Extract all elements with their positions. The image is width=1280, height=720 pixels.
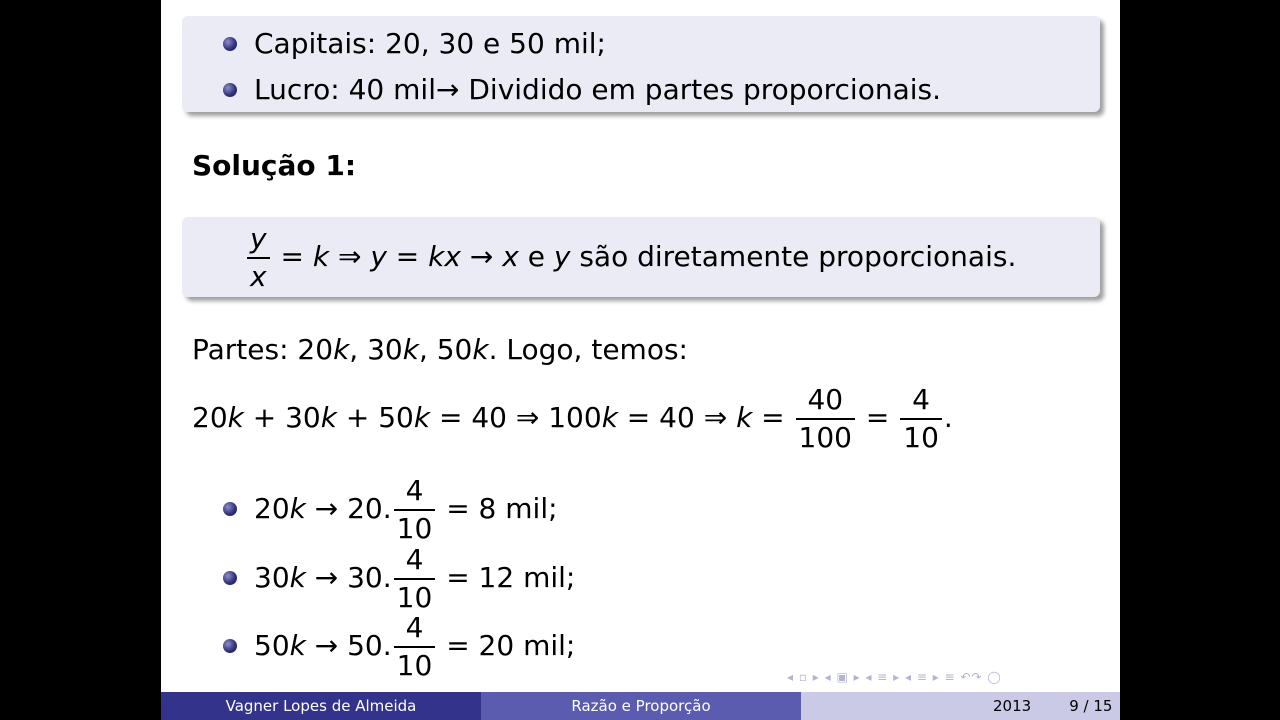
main-equation: 20k + 30k + 50k = 40 ⇒ 100k = 40 ⇒ k = $\frac{40}{100}$ = $\frac{4}{10}$ . <box>192 383 953 454</box>
footer-bar <box>161 692 1120 720</box>
result-item-20k: 20k → 20. $\frac{4}{10}$ = 8 mil; <box>254 474 558 545</box>
profit-label: Lucro: 40 mil <box>254 73 436 106</box>
parts-line: Partes: 20k, 30k, 50k. Logo, temos: <box>192 333 688 366</box>
fraction-40-over-100: $\frac{40}{100}$ <box>796 386 855 452</box>
profit-item <box>254 73 941 107</box>
bullet-icon <box>223 37 237 51</box>
proportionality-definition: $\frac{y}{x}$ = k ⇒ y = kx → x e y são diretamente proporcionais. <box>245 222 1016 292</box>
fraction: $\frac{4}{10}$ <box>394 546 436 612</box>
navigation-controls[interactable]: ◂ ▫ ▸ ◂ ▣ ▸ ◂ ≡ ▸ ◂ ≡ ▸ ≡ ↶↷ ◯ <box>787 670 1002 684</box>
y-over-x-fraction: $\frac{y}{x}$ <box>247 225 270 291</box>
bullet-icon <box>223 83 237 97</box>
arrow-symbol: → <box>435 73 460 106</box>
footer-title: Razão e Proporção <box>481 692 801 720</box>
footer-right <box>801 692 1120 720</box>
slide <box>161 0 1120 720</box>
fraction: $\frac{4}{10}$ <box>394 614 436 680</box>
fraction: $\frac{4}{10}$ <box>394 477 436 543</box>
bullet-icon <box>223 639 237 653</box>
footer-author: Vagner Lopes de Almeida <box>161 692 481 720</box>
footer-page-number: 9 / 15 <box>1069 697 1113 715</box>
bullet-icon <box>223 571 237 585</box>
result-item-30k: 30k → 30. $\frac{4}{10}$ = 12 mil; <box>254 543 576 614</box>
footer-date: 2013 <box>993 697 1032 715</box>
bullet-icon <box>223 502 237 516</box>
profit-description: Dividido em partes proporcionais. <box>459 73 942 106</box>
fraction-4-over-10: $\frac{4}{10}$ <box>900 386 942 452</box>
result-item-50k: 50k → 50. $\frac{4}{10}$ = 20 mil; <box>254 611 576 682</box>
solution-heading: Solução 1: <box>192 149 357 182</box>
capitals-item: Capitais: 20, 30 e 50 mil; <box>254 27 606 60</box>
